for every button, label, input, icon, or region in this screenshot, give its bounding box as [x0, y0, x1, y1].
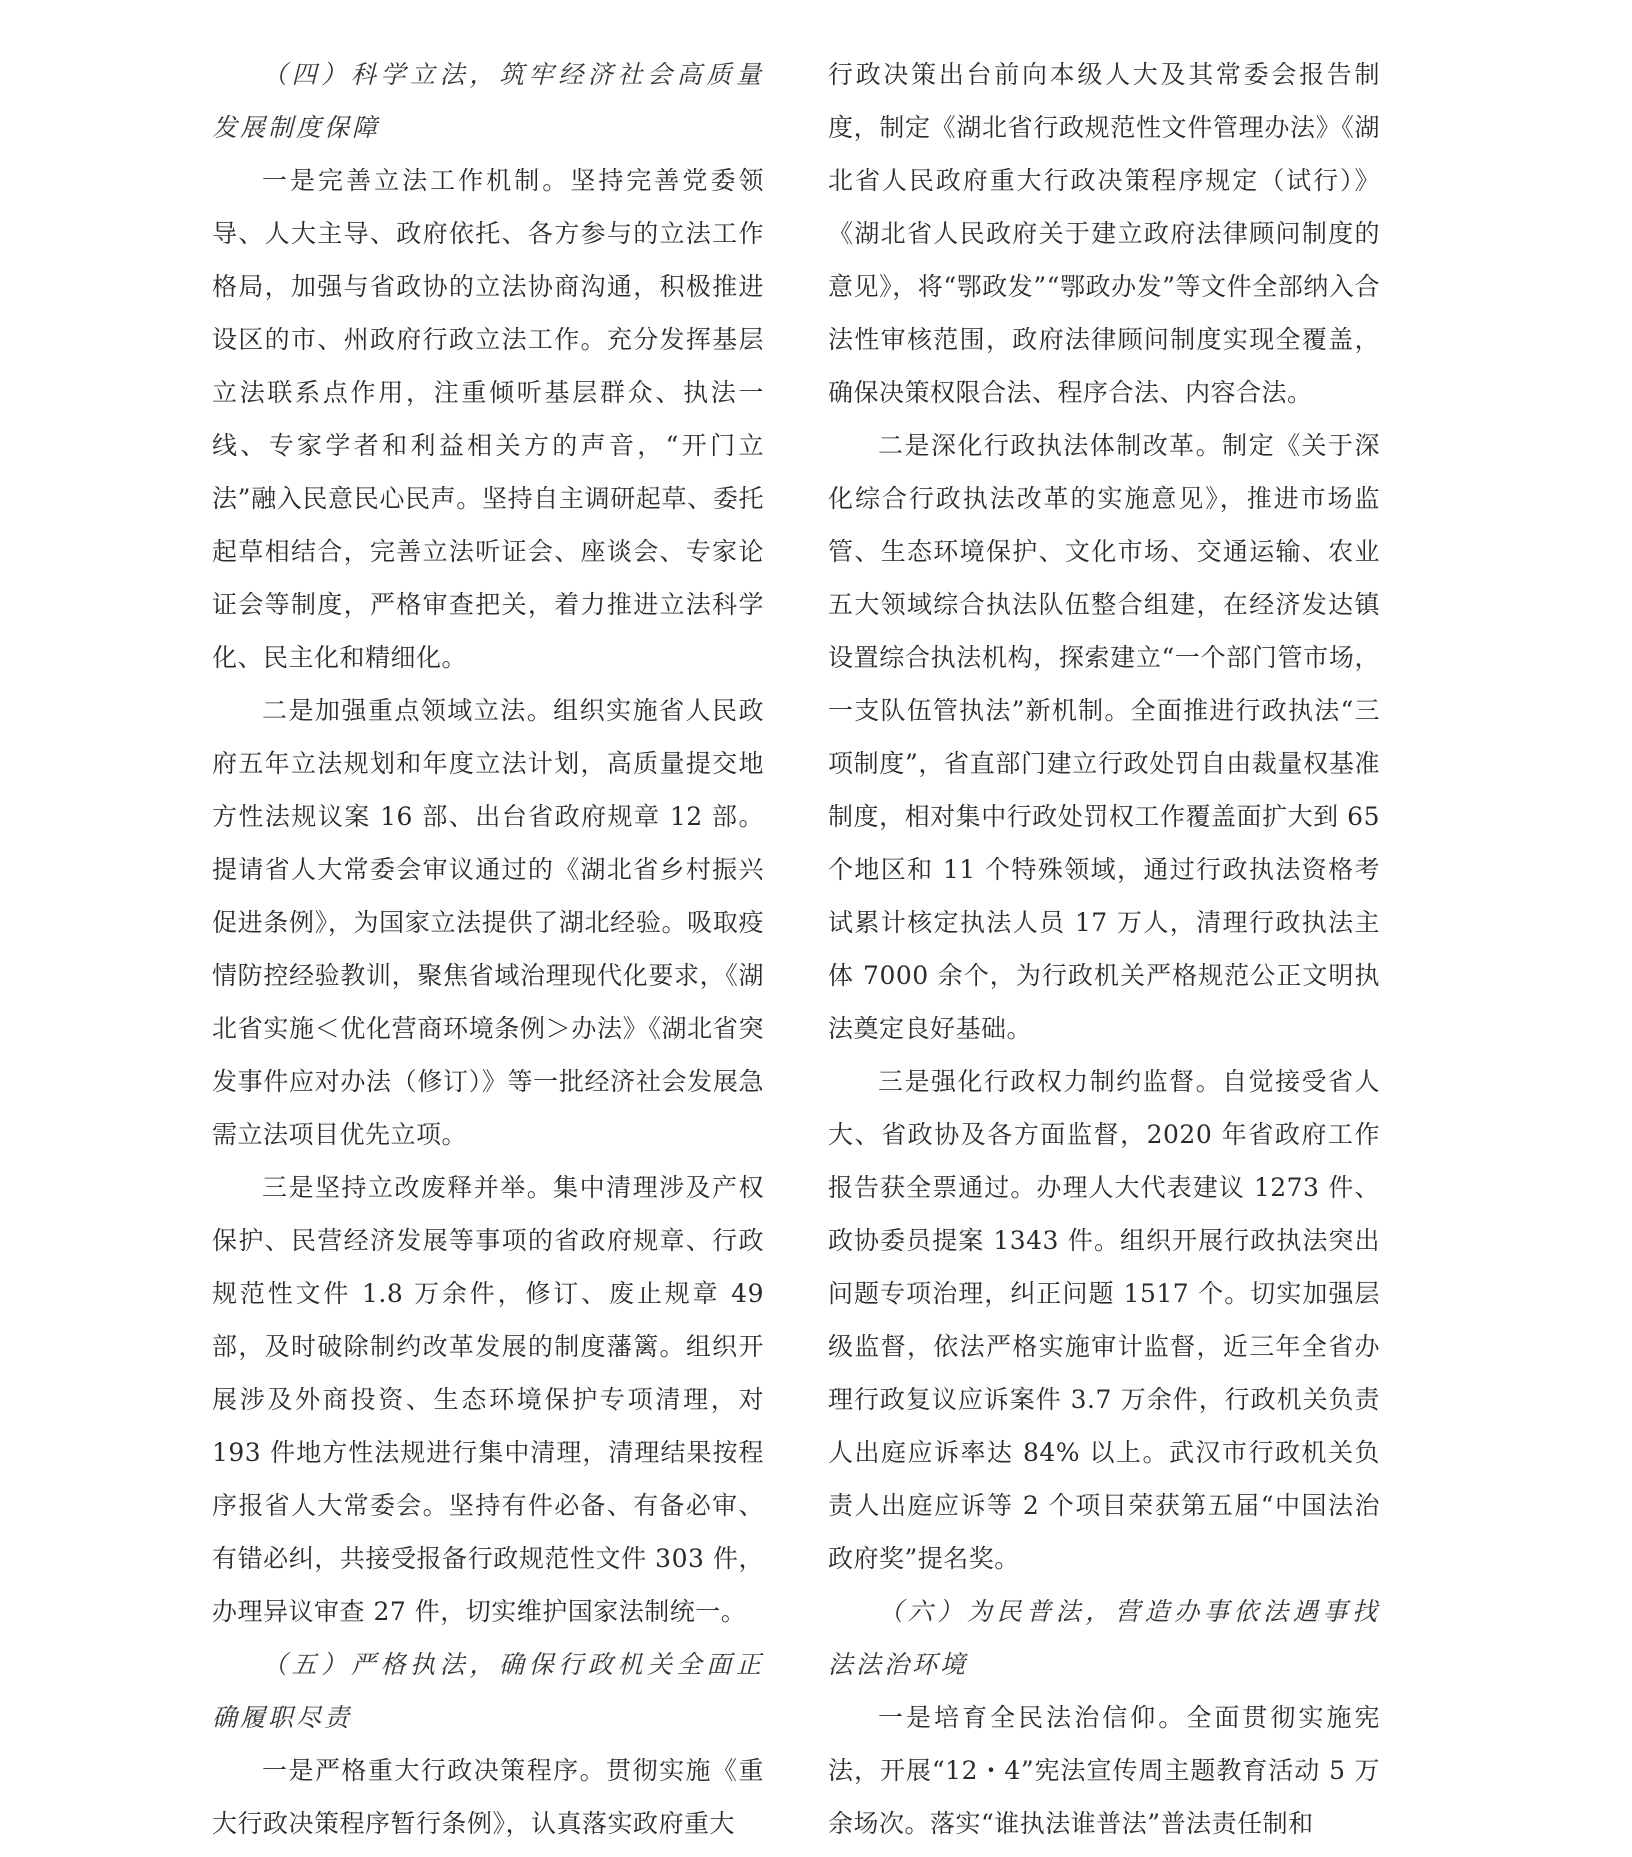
paragraph: 一是完善立法工作机制。坚持完善党委领导、人大主导、政府依托、各方参与的立法工作格局，加强与省政协的立法协商沟通，积极推进设区的市、州政府行政立法工作。充分发挥基层立法联系点作用，注重倾听基层群众、执法一线、专家学者和利益相关方的声音，“开门立法”融入民意民心民声。坚持自主调研起草、委托起草相结合，完善立法听证会、座谈会、专家论证会等制度，严格审查把关，着力推进立法科学化、民主化和精细化。: [212, 166, 764, 672]
paragraph: 三是强化行政权力制约监督。自觉接受省人大、省政协及各方面监督，2020 年省政府工作报告获全票通过。办理人大代表建议 1273 件、政协委员提案 1343 件。组织开展行政执法突出问题专项治理，纠正问题 1517 个。切实加强层级监督，依法严格实施审计监督，近三年全省办理行政复议应诉案件 3.7 万余件，行政机关负责人出庭应诉率达 84% 以上。武汉市行政机关负责人出庭应诉等 2 个项目荣获第五届“中国法治政府奖”提名奖。: [828, 1067, 1380, 1573]
paragraph: 二是深化行政执法体制改革。制定《关于深化综合行政执法改革的实施意见》，推进市场监管、生态环境保护、文化市场、交通运输、农业五大领域综合执法队伍整合组建，在经济发达镇设置综合执法机构，探索建立“一个部门管市场，一支队伍管执法”新机制。全面推进行政执法“三项制度”，省直部门建立行政处罚自由裁量权基准制度，相对集中行政处罚权工作覆盖面扩大到 65 个地区和 11 个特殊领域，通过行政执法资格考试累计核定执法人员 17 万人，清理行政执法主体 7000 余个，为行政机关严格规范公正文明执法奠定良好基础。: [828, 431, 1380, 1043]
paragraph-continued: 行政决策出台前向本级人大及其常委会报告制度，制定《湖北省行政规范性文件管理办法》《湖北省人民政府重大行政决策程序规定（试行）》《湖北省人民政府关于建立政府法律顾问制度的意见》，将“鄂政发”“鄂政办发”等文件全部纳入合法性审核范围，政府法律顾问制度实现全覆盖，确保决策权限合法、程序合法、内容合法。: [828, 60, 1380, 407]
section-heading-6: （六）为民普法，营造办事依法遇事找法法治环境: [828, 1597, 1380, 1679]
left-column: [212, 48, 764, 1850]
right-column: [828, 48, 1380, 1850]
paragraph: 一是培育全民法治信仰。全面贯彻实施宪法，开展“12・4”宪法宣传周主题教育活动 5 万余场次。落实“谁执法谁普法”普法责任制和: [828, 1703, 1380, 1838]
paragraph: 二是加强重点领域立法。组织实施省人民政府五年立法规划和年度立法计划，高质量提交地方性法规议案 16 部、出台省政府规章 12 部。提请省人大常委会审议通过的《湖北省乡村振兴促进条例》，为国家立法提供了湖北经验。吸取疫情防控经验教训，聚焦省域治理现代化要求，《湖北省实施＜优化营商环境条例＞办法》《湖北省突发事件应对办法（修订）》等一批经济社会发展急需立法项目优先立项。: [212, 696, 764, 1149]
section-heading-4: （四）科学立法，筑牢经济社会高质量发展制度保障: [212, 60, 764, 142]
section-heading-5: （五）严格执法，确保行政机关全面正确履职尽责: [212, 1650, 764, 1732]
paragraph: 三是坚持立改废释并举。集中清理涉及产权保护、民营经济发展等事项的省政府规章、行政规范性文件 1.8 万余件，修订、废止规章 49 部，及时破除制约改革发展的制度藩篱。组织开展涉及外商投资、生态环境保护专项清理，对 193 件地方性法规进行集中清理，清理结果按程序报省人大常委会。坚持有件必备、有备必审、有错必纠，共接受报备行政规范性文件 303 件，办理异议审查 27 件，切实维护国家法制统一。: [212, 1173, 764, 1626]
paragraph: 一是严格重大行政决策程序。贯彻实施《重大行政决策程序暂行条例》，认真落实政府重大: [212, 1756, 764, 1838]
